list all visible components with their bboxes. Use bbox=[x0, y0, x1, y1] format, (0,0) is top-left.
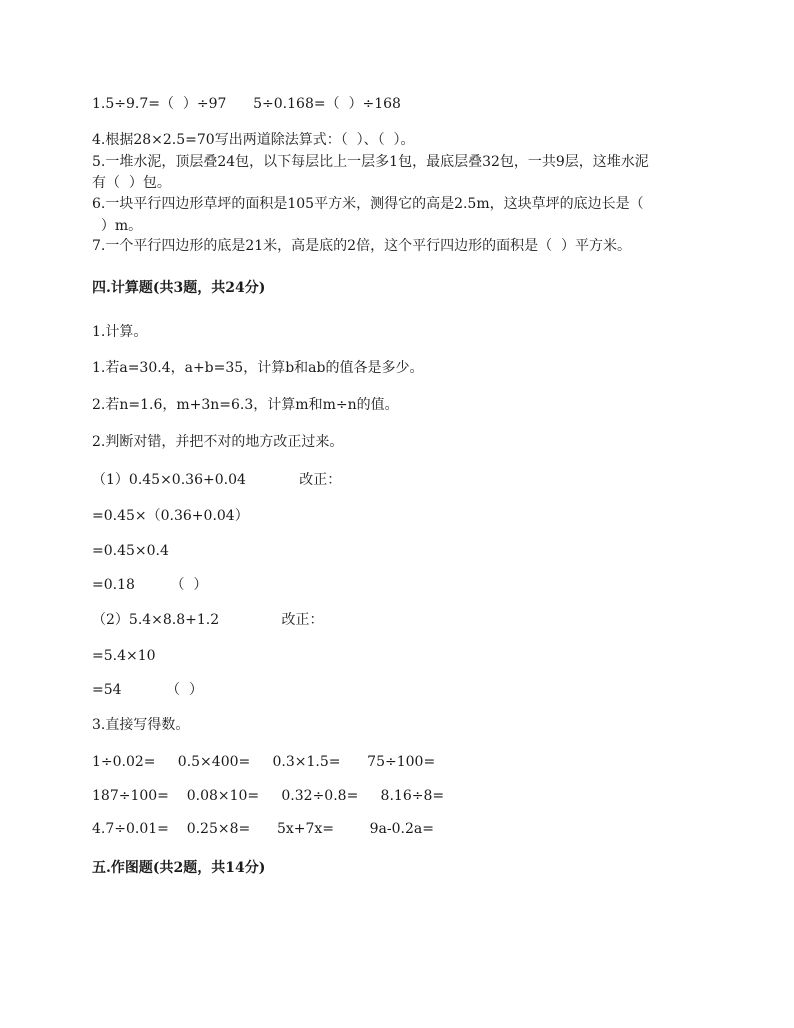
calc-q2-title: 2.判断对错，并把不对的地方改正过来。 bbox=[92, 434, 344, 450]
calc-q1-part2: 2.若n=1.6，m+3n=6.3，计算m和m÷n的值。 bbox=[92, 397, 399, 413]
calc-q2-item1: （1）0.45×0.36+0.04 改正： bbox=[92, 472, 342, 488]
fill-blank-q3-line: 1.5÷9.7=（ ）÷97 5÷0.168=（ ）÷168 bbox=[92, 96, 401, 112]
calc-q2-item2: （2）5.4×8.8+1.2 改正： bbox=[92, 612, 324, 628]
fill-blank-q6-line1: 6.一块平行四边形草坪的面积是105平方米，测得它的高是2.5m，这块草坪的底边长是（ bbox=[92, 196, 644, 212]
fill-blank-q6-line2: ）m。 bbox=[92, 218, 143, 234]
section-heading-drawing: 五.作图题(共2题，共14分) bbox=[92, 860, 266, 876]
fill-blank-q5-line1: 5.一堆水泥，顶层叠24包，以下每层比上一层多1包，最底层叠32包，一共9层，这堆水泥 bbox=[92, 154, 649, 170]
calc-q3-row2: 187÷100= 0.08×10= 0.32÷0.8= 8.16÷8= bbox=[92, 788, 445, 804]
fill-blank-q5-line2: 有（ ）包。 bbox=[92, 175, 171, 191]
calc-q3-title: 3.直接写得数。 bbox=[92, 717, 190, 733]
fill-blank-q4: 4.根据28×2.5=70写出两道除法算式：（ ）、（ ）。 bbox=[92, 132, 415, 148]
calc-q3-row1: 1÷0.02= 0.5×400= 0.3×1.5= 75÷100= bbox=[92, 754, 436, 770]
fill-blank-q7: 7.一个平行四边形的底是21米，高是底的2倍，这个平行四边形的面积是（ ）平方米。 bbox=[92, 238, 631, 254]
calc-q2-step3: =0.18 （ ） bbox=[92, 577, 208, 593]
calc-q2-item2-step1: =5.4×10 bbox=[92, 648, 156, 664]
calc-q1-title: 1.计算。 bbox=[92, 324, 148, 340]
calc-q2-step2: =0.45×0.4 bbox=[92, 543, 169, 559]
calc-q2-step1: =0.45×（0.36+0.04） bbox=[92, 508, 249, 524]
calc-q2-item2-step2: =54 （ ） bbox=[92, 682, 203, 698]
calc-q3-row3: 4.7÷0.01= 0.25×8= 5x+7x= 9a-0.2a= bbox=[92, 821, 434, 837]
section-heading-calculation: 四.计算题(共3题，共24分) bbox=[92, 280, 266, 296]
calc-q1-part1: 1.若a=30.4，a+b=35，计算b和ab的值各是多少。 bbox=[92, 360, 424, 376]
